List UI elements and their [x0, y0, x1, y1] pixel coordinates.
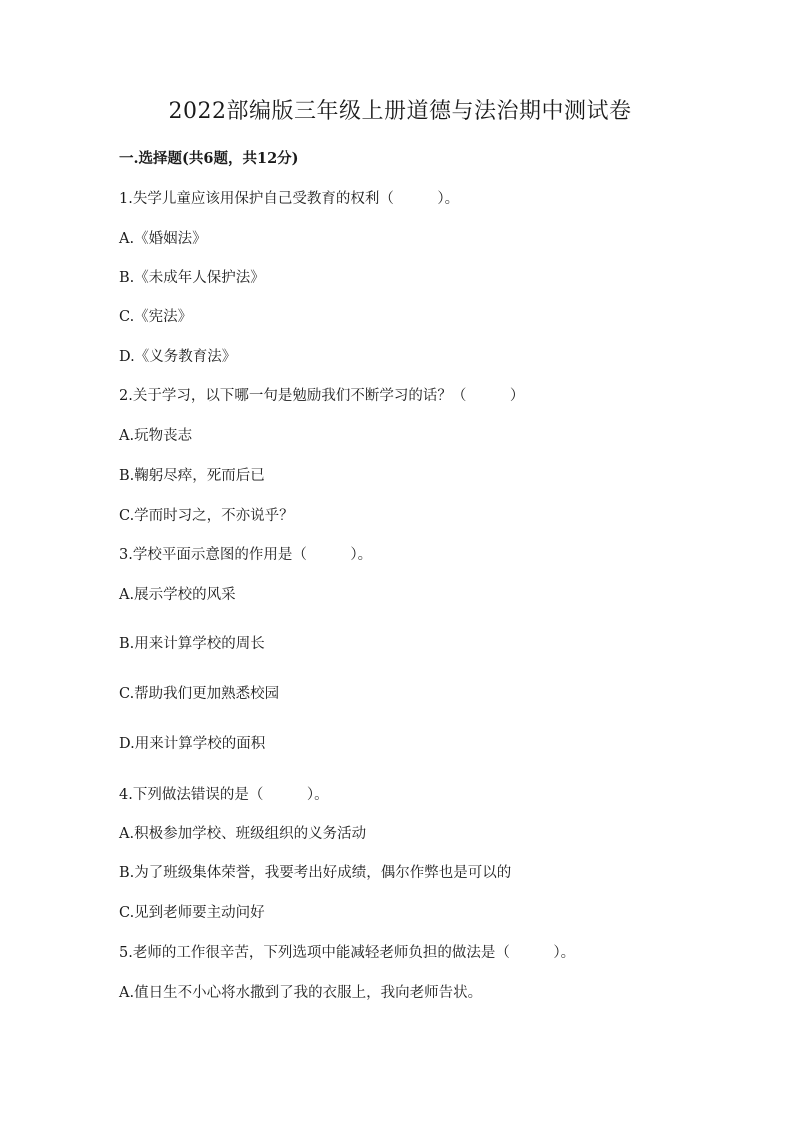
option: A.玩物丧志 — [119, 428, 193, 444]
option: C.帮助我们更加熟悉校园 — [119, 686, 280, 702]
option: A.值日生不小心将水撒到了我的衣服上，我向老师告状。 — [119, 985, 483, 1001]
section-heading: 一.选择题(共6题，共12分) — [119, 150, 299, 167]
option: D.《义务教育法》 — [119, 349, 237, 365]
question-stem: 3.学校平面示意图的作用是（ ）。 — [119, 547, 373, 563]
option: B.为了班级集体荣誉，我要考出好成绩，偶尔作弊也是可以的 — [119, 865, 512, 881]
option: D.用来计算学校的面积 — [119, 736, 266, 752]
option: B.鞠躬尽瘁，死而后已 — [119, 468, 265, 484]
exam-title: 2022部编版三年级上册道德与法治期中测试卷 — [168, 99, 632, 124]
option: C.学而时习之，不亦说乎？ — [119, 508, 294, 524]
option: C.见到老师要主动问好 — [119, 905, 265, 921]
option: A.《婚姻法》 — [119, 231, 207, 247]
question-stem: 2.关于学习，以下哪一句是勉励我们不断学习的话？（ ） — [119, 388, 525, 404]
option: B.用来计算学校的周长 — [119, 636, 265, 652]
option: A.积极参加学校、班级组织的义务活动 — [119, 826, 367, 842]
question-stem: 4.下列做法错误的是（ ）。 — [119, 787, 329, 803]
question-stem: 5.老师的工作很辛苦，下列选项中能减轻老师负担的做法是（ ）。 — [119, 945, 576, 961]
question-stem: 1.失学儿童应该用保护自己受教育的权利（ ）。 — [119, 191, 460, 207]
option: C.《宪法》 — [119, 309, 193, 325]
option: B.《未成年人保护法》 — [119, 270, 265, 286]
option: A.展示学校的风采 — [119, 587, 236, 603]
